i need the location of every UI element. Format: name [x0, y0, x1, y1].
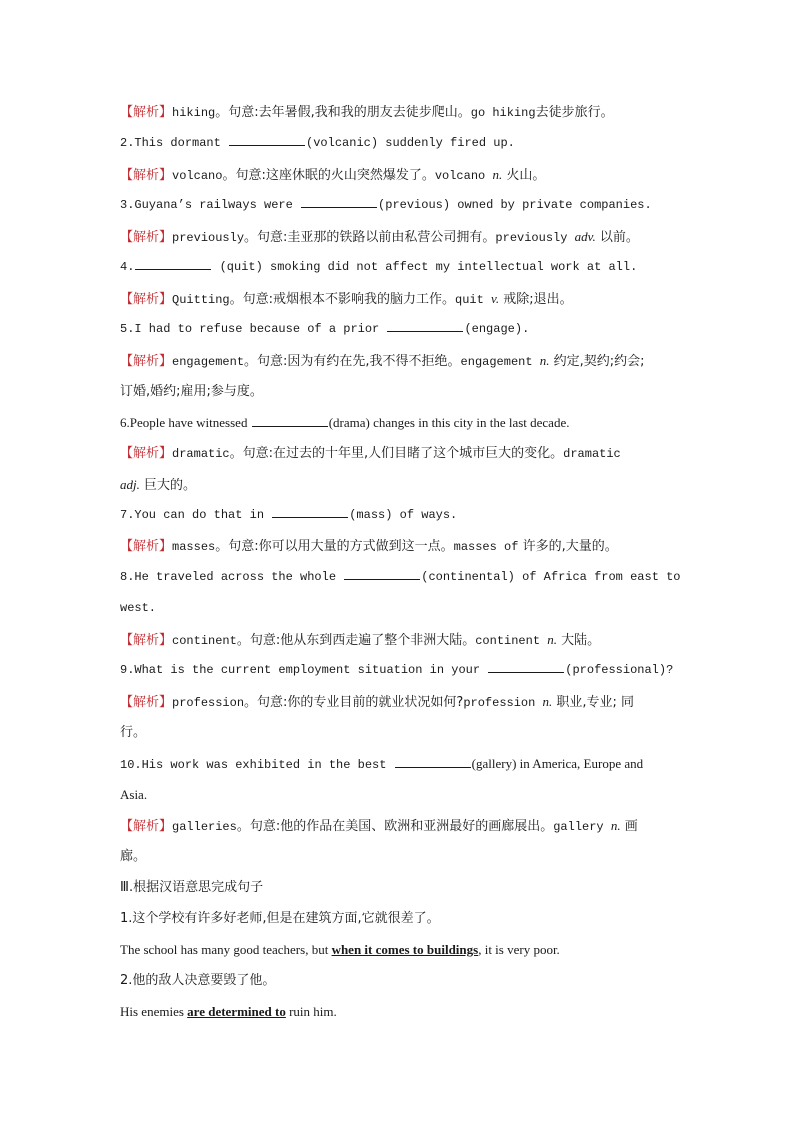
part-of-speech: n.	[547, 632, 557, 647]
part-of-speech: adv.	[574, 229, 596, 244]
usage-note-cn: 职业,专业; 同	[552, 695, 635, 710]
question-hint: (quit) smoking did not affect my intellectual work at all.	[212, 260, 638, 274]
answer-blank	[272, 505, 348, 518]
question-hint: (mass) of ways.	[349, 508, 458, 522]
sentence-meaning: 。句意:他的作品在美国、欧洲和亚洲最好的画廊展出。	[236, 819, 554, 834]
usage-note-cn: 火山。	[502, 168, 546, 183]
analysis-line	[120, 159, 676, 190]
question-hint: (gallery) in America, Europe and	[471, 756, 644, 771]
analysis-line	[120, 221, 676, 252]
sentence-meaning: 。句意:他从东到西走遍了整个非洲大陆。	[236, 633, 476, 648]
question-text: People have witnessed	[129, 415, 251, 430]
question-7	[120, 500, 676, 531]
question-hint: (previous) owned by private companies.	[378, 198, 652, 212]
answer-blank	[135, 257, 211, 270]
usage-note: volcano	[434, 169, 493, 183]
sentence-1-english	[120, 934, 676, 965]
analysis-line	[120, 345, 676, 376]
answer-word: continent	[172, 634, 237, 648]
sentence-2-chinese: 2.他的敌人决意要毁了他。	[120, 973, 276, 988]
analysis-tag: 【解析】	[120, 633, 173, 648]
question-continuation: Asia.	[120, 787, 148, 802]
analysis-line	[120, 283, 676, 314]
usage-note-cn: 以前。	[595, 230, 639, 245]
answer-word: masses	[172, 540, 216, 554]
sentence-meaning: 。句意:你可以用大量的方式做到这一点。	[215, 539, 454, 554]
sentence-meaning: 。句意:圭亚那的铁路以前由私营公司拥有。	[244, 230, 496, 245]
analysis-line	[120, 624, 676, 655]
part-of-speech: n.	[539, 353, 550, 368]
sentence-meaning: 。句意:因为有约在先,我不得不拒绝。	[244, 354, 461, 369]
usage-note-cn: 画	[620, 819, 638, 834]
question-number: 5.	[120, 322, 135, 336]
answer-word: profession	[172, 696, 245, 710]
usage-note-cn: 去徒步旅行。	[535, 105, 614, 120]
part-of-speech: n.	[542, 694, 553, 709]
usage-note: quit	[455, 293, 492, 307]
question-text: You can do that in	[134, 508, 272, 522]
question-5	[120, 314, 676, 345]
question-4	[120, 252, 676, 283]
analysis-line	[120, 810, 676, 841]
answer-word: Quitting	[172, 293, 230, 307]
analysis-tag: 【解析】	[120, 168, 173, 183]
analysis-tag: 【解析】	[120, 292, 173, 307]
answer-blank	[344, 567, 420, 580]
analysis-line	[120, 438, 676, 469]
question-8	[120, 562, 681, 593]
analysis-line	[120, 686, 676, 717]
sentence-meaning: 。句意:去年暑假,我和我的朋友去徒步爬山。	[215, 105, 471, 120]
answer-word: dramatic	[172, 447, 230, 461]
question-number: 7.	[120, 508, 135, 522]
usage-note: continent	[475, 634, 548, 648]
question-text: Guyana’s railways were	[134, 198, 301, 212]
question-number: 8.	[120, 570, 135, 584]
usage-note-cn: 约定,契约;约会;	[549, 354, 645, 369]
question-text: I had to refuse because of a prior	[134, 322, 387, 336]
question-hint: (engage).	[464, 322, 530, 336]
answer-word: previously	[172, 231, 245, 245]
part-of-speech: v.	[491, 291, 500, 306]
answer-word: engagement	[172, 355, 245, 369]
usage-note-cn: 戒除;退出。	[499, 292, 573, 307]
analysis-line	[120, 97, 676, 128]
answer-blank	[395, 755, 471, 768]
usage-note: engagement	[460, 355, 540, 369]
question-hint: (continental) of Africa from east to	[421, 570, 681, 584]
analysis-tag: 【解析】	[120, 105, 173, 120]
analysis-tag: 【解析】	[120, 230, 173, 245]
section-title: Ⅲ.根据汉语意思完成句子	[120, 880, 264, 895]
usage-note: masses of	[453, 540, 519, 554]
sentence-text: , it is very poor.	[478, 942, 560, 957]
sentence-meaning: 。句意:在过去的十年里,人们目睹了这个城市巨大的变化。	[229, 446, 564, 461]
usage-note: go hiking	[470, 106, 536, 120]
answer-blank	[301, 195, 377, 208]
usage-note-cn: 许多的,大量的。	[518, 539, 618, 554]
analysis-continuation: 行。	[120, 725, 147, 740]
usage-note-cn: 大陆。	[556, 633, 601, 648]
usage-note: previously	[495, 231, 575, 245]
analysis-tag: 【解析】	[120, 446, 173, 461]
answer-blank	[252, 414, 328, 427]
analysis-continuation	[120, 469, 676, 500]
question-hint: (volcanic) suddenly fired up.	[306, 136, 515, 150]
question-text: This dormant	[134, 136, 229, 150]
question-text: His work was exhibited in the best	[141, 758, 394, 772]
question-10	[120, 748, 676, 779]
answer-word: hiking	[172, 106, 216, 120]
analysis-tag: 【解析】	[120, 354, 173, 369]
filled-answer: when it comes to buildings	[331, 942, 479, 957]
sentence-text: The school has many good teachers, but	[120, 942, 332, 957]
question-number: 2.	[120, 136, 135, 150]
part-of-speech: n.	[492, 167, 503, 182]
analysis-continuation: 订婚,婚约;雇用;参与度。	[120, 384, 263, 399]
usage-note-cn: 巨大的。	[139, 478, 197, 493]
question-hint: (professional)?	[565, 663, 674, 677]
sentence-meaning: 。句意:戒烟根本不影响我的脑力工作。	[229, 292, 456, 307]
usage-note: gallery	[553, 820, 611, 834]
sentence-2-english	[120, 996, 676, 1027]
answer-word: volcano	[172, 169, 223, 183]
question-number: 9.	[120, 663, 135, 677]
filled-answer: are determined to	[187, 1004, 286, 1019]
answer-blank	[488, 660, 564, 673]
sentence-meaning: 。句意:你的专业目前的就业状况如何?	[244, 695, 464, 710]
analysis-tag: 【解析】	[120, 819, 173, 834]
question-number: 4.	[120, 260, 135, 274]
sentence-text: ruin him.	[285, 1004, 337, 1019]
question-3	[120, 190, 676, 221]
worksheet-page	[120, 97, 681, 1027]
analysis-continuation: 廊。	[120, 849, 147, 864]
sentence-text: His enemies	[120, 1004, 188, 1019]
question-text: What is the current employment situation in your	[134, 663, 488, 677]
question-number: 6.	[120, 415, 130, 430]
question-continuation: west.	[120, 601, 157, 615]
question-number: 3.	[120, 198, 135, 212]
question-6	[120, 407, 676, 438]
answer-word: galleries	[172, 820, 237, 834]
sentence-meaning: 。句意:这座休眠的火山突然爆发了。	[222, 168, 435, 183]
part-of-speech: n.	[610, 818, 621, 833]
analysis-tag: 【解析】	[120, 539, 173, 554]
question-hint: (drama) changes in this city in the last decade.	[328, 415, 570, 430]
analysis-line	[120, 531, 676, 562]
part-of-speech: adj.	[120, 477, 140, 492]
question-number: 10.	[120, 758, 142, 772]
question-9	[120, 655, 676, 686]
answer-blank	[387, 319, 463, 332]
usage-note: profession	[463, 696, 543, 710]
question-2	[120, 128, 676, 159]
analysis-tag: 【解析】	[120, 695, 173, 710]
sentence-1-chinese: 1.这个学校有许多好老师,但是在建筑方面,它就很差了。	[120, 911, 440, 926]
question-text: He traveled across the whole	[134, 570, 344, 584]
usage-note: dramatic	[563, 447, 621, 461]
answer-blank	[229, 133, 305, 146]
